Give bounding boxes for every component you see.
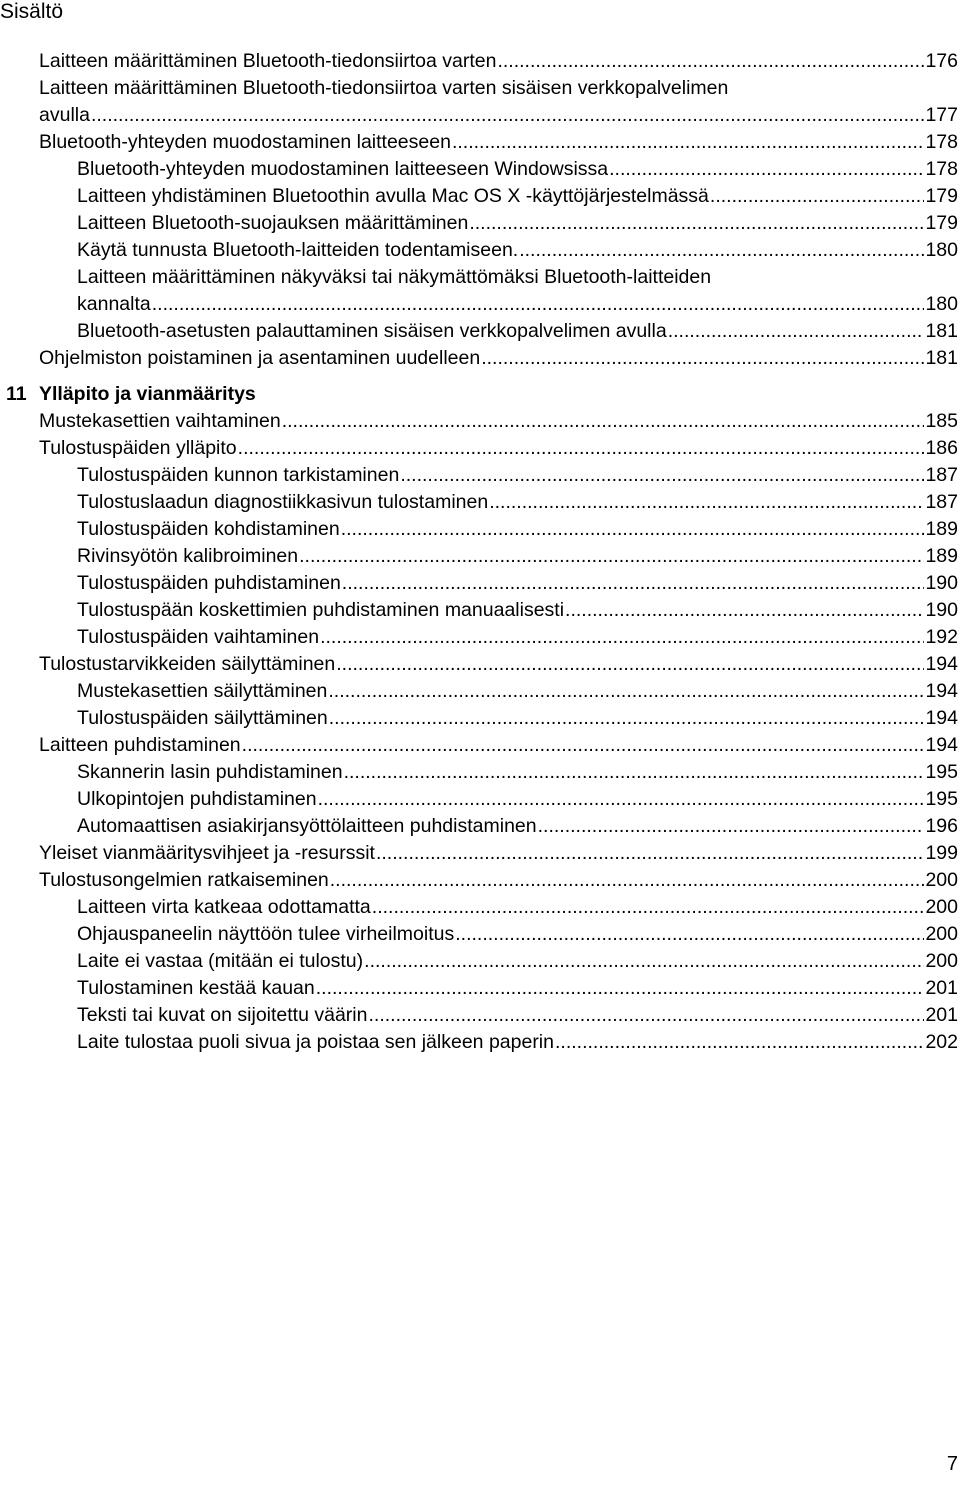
toc-entry-label: Teksti tai kuvat on sijoitettu väärin bbox=[77, 1004, 368, 1026]
toc-entry[interactable] bbox=[0, 624, 960, 651]
toc-entry[interactable] bbox=[0, 237, 960, 264]
toc-dot-leader bbox=[519, 237, 924, 264]
toc-entry[interactable] bbox=[0, 345, 960, 372]
toc-entry-label: Tulostuspäiden ylläpito bbox=[39, 437, 237, 459]
toc-entry-label: Tulostuspäiden kohdistaminen bbox=[77, 518, 340, 540]
toc-entry-label: Tulostustarvikkeiden säilyttäminen bbox=[39, 653, 336, 675]
toc-dot-leader bbox=[242, 732, 925, 759]
toc-entry-last-line bbox=[39, 102, 958, 129]
toc-entry-label: Automaattisen asiakirjansyöttölaitteen puhdistaminen bbox=[77, 815, 537, 837]
toc-dot-leader bbox=[318, 786, 925, 813]
toc-entry-page-number: 189 bbox=[925, 545, 958, 567]
toc-entry-label: Yleiset vianmääritysvihjeet ja -resurssit bbox=[39, 842, 375, 864]
toc-entry-label: Bluetooth-yhteyden muodostaminen laitteeseen bbox=[39, 131, 451, 153]
toc-dot-leader bbox=[328, 678, 924, 705]
page-number: 7 bbox=[946, 1453, 958, 1475]
chapter-number: 11 bbox=[6, 383, 27, 405]
toc-entry[interactable] bbox=[0, 75, 960, 129]
toc-entry-label: Tulostuspäiden vaihtaminen bbox=[77, 626, 320, 648]
toc-entry-page-number: 200 bbox=[925, 950, 958, 972]
toc-entry[interactable] bbox=[0, 570, 960, 597]
toc-entry-label: Laite tulostaa puoli sivua ja poistaa sen jälkeen paperin bbox=[77, 1031, 554, 1053]
toc-dot-leader bbox=[668, 318, 925, 345]
toc-dot-leader bbox=[320, 624, 924, 651]
toc-dot-leader bbox=[330, 867, 925, 894]
toc-dot-leader bbox=[376, 840, 925, 867]
toc-entry[interactable] bbox=[0, 156, 960, 183]
toc-entry-label: Laitteen puhdistaminen bbox=[39, 734, 241, 756]
toc-dot-leader bbox=[368, 1002, 924, 1029]
toc-entry-label: Ohjelmiston poistaminen ja asentaminen uudelleen bbox=[39, 347, 481, 369]
toc-entry-page-number: 201 bbox=[925, 977, 958, 999]
toc-entry[interactable] bbox=[0, 651, 960, 678]
toc-entry-page-number: 179 bbox=[925, 185, 958, 207]
toc-dot-leader bbox=[710, 183, 925, 210]
toc-entry-label: kannalta bbox=[77, 293, 151, 315]
toc-entry[interactable] bbox=[0, 129, 960, 156]
toc-entry-label: avulla bbox=[39, 104, 90, 126]
toc-dot-leader bbox=[282, 408, 925, 435]
toc-dot-leader bbox=[455, 921, 924, 948]
toc-dot-leader bbox=[152, 291, 925, 318]
toc-entry-label: Tulostaminen kestää kauan bbox=[77, 977, 315, 999]
chapter-title: Ylläpito ja vianmääritys bbox=[39, 383, 256, 405]
toc-entry-page-number: 200 bbox=[925, 896, 958, 918]
toc-dot-leader bbox=[372, 894, 925, 921]
toc-entry-page-number: 178 bbox=[925, 131, 958, 153]
toc-dot-leader bbox=[238, 435, 925, 462]
toc-dot-leader bbox=[609, 156, 924, 183]
toc-entry-label-line: Laitteen määrittäminen Bluetooth-tiedonsiirtoa varten sisäisen verkkopalvelimen bbox=[39, 77, 729, 99]
toc-entry-label: Mustekasettien vaihtaminen bbox=[39, 410, 281, 432]
toc-section-continued bbox=[0, 48, 960, 372]
toc-entry[interactable] bbox=[0, 867, 960, 894]
toc-entry[interactable] bbox=[0, 264, 960, 318]
toc-entry-page-number: 194 bbox=[925, 653, 958, 675]
toc-entry-page-number: 192 bbox=[925, 626, 958, 648]
toc-dot-leader bbox=[341, 516, 925, 543]
toc-entry-label: Tulostuspäiden kunnon tarkistaminen bbox=[77, 464, 400, 486]
toc-entry-page-number: 201 bbox=[925, 1004, 958, 1026]
toc-entry-page-number: 177 bbox=[925, 104, 958, 126]
toc-entry[interactable] bbox=[0, 435, 960, 462]
toc-entry-label: Laite ei vastaa (mitään ei tulostu) bbox=[77, 950, 364, 972]
toc-entry-page-number: 185 bbox=[925, 410, 958, 432]
toc-entry[interactable] bbox=[0, 48, 960, 75]
toc-entry[interactable] bbox=[0, 210, 960, 237]
toc-entry[interactable] bbox=[0, 462, 960, 489]
toc-entry-page-number: 196 bbox=[925, 815, 958, 837]
toc-dot-leader bbox=[489, 489, 924, 516]
toc-entry-label: Skannerin lasin puhdistaminen bbox=[77, 761, 343, 783]
toc-entry-page-number: 195 bbox=[925, 761, 958, 783]
table-of-contents bbox=[0, 48, 960, 1056]
toc-entry[interactable] bbox=[0, 543, 960, 570]
toc-entry-page-number: 190 bbox=[925, 599, 958, 621]
toc-entry-label: Rivinsyötön kalibroiminen bbox=[77, 545, 299, 567]
toc-chapter-heading[interactable] bbox=[0, 381, 960, 408]
toc-entry-label: Laitteen yhdistäminen Bluetoothin avulla Mac OS X -käyttöjärjestelmässä bbox=[77, 185, 709, 207]
toc-entry[interactable] bbox=[0, 894, 960, 921]
toc-entry-label: Tulostuspään koskettimien puhdistaminen manuaalisesti bbox=[77, 599, 565, 621]
toc-entry[interactable] bbox=[0, 678, 960, 705]
toc-entry-label: Tulostuslaadun diagnostiikkasivun tulostaminen bbox=[77, 491, 489, 513]
toc-entry-page-number: 187 bbox=[925, 464, 958, 486]
toc-entry-page-number: 181 bbox=[925, 320, 958, 342]
toc-dot-leader bbox=[299, 543, 924, 570]
toc-entry-page-number: 199 bbox=[925, 842, 958, 864]
toc-entry-page-number: 202 bbox=[925, 1031, 958, 1053]
toc-entry-last-line bbox=[77, 291, 958, 318]
toc-entry-label-line: Laitteen määrittäminen näkyväksi tai näkymättömäksi Bluetooth-laitteiden bbox=[77, 266, 712, 288]
toc-dot-leader bbox=[91, 102, 925, 129]
toc-entry-page-number: 178 bbox=[925, 158, 958, 180]
toc-dot-leader bbox=[481, 345, 924, 372]
toc-entry-label: Laitteen virta katkeaa odottamatta bbox=[77, 896, 371, 918]
toc-entry-label: Mustekasettien säilyttäminen bbox=[77, 680, 328, 702]
toc-entry-page-number: 180 bbox=[925, 239, 958, 261]
toc-dot-leader bbox=[469, 210, 924, 237]
toc-entry-page-number: 200 bbox=[925, 923, 958, 945]
toc-dot-leader bbox=[452, 129, 925, 156]
toc-entry-label: Tulostuspäiden puhdistaminen bbox=[77, 572, 341, 594]
toc-entry[interactable] bbox=[0, 1029, 960, 1056]
toc-dot-leader bbox=[565, 597, 924, 624]
toc-entry-page-number: 181 bbox=[925, 347, 958, 369]
toc-dot-leader bbox=[316, 975, 925, 1002]
toc-dot-leader bbox=[342, 570, 925, 597]
toc-entry[interactable] bbox=[0, 732, 960, 759]
toc-entry-page-number: 194 bbox=[925, 707, 958, 729]
toc-entry[interactable] bbox=[0, 759, 960, 786]
toc-dot-leader bbox=[336, 651, 924, 678]
toc-dot-leader bbox=[364, 948, 924, 975]
toc-entry-page-number: 200 bbox=[925, 869, 958, 891]
toc-entry-page-number: 194 bbox=[925, 734, 958, 756]
toc-entry[interactable] bbox=[0, 813, 960, 840]
toc-dot-leader bbox=[329, 705, 925, 732]
toc-entry-label: Laitteen Bluetooth-suojauksen määrittäminen bbox=[77, 212, 469, 234]
toc-entry-label: Bluetooth-asetusten palauttaminen sisäisen verkkopalvelimen avulla bbox=[77, 320, 667, 342]
toc-entry[interactable] bbox=[0, 408, 960, 435]
toc-entry[interactable] bbox=[0, 840, 960, 867]
toc-entry[interactable] bbox=[0, 948, 960, 975]
toc-entry[interactable] bbox=[0, 921, 960, 948]
toc-entry-label: Ohjauspaneelin näyttöön tulee virheilmoitus bbox=[77, 923, 455, 945]
toc-entry-page-number: 194 bbox=[925, 680, 958, 702]
toc-entry[interactable] bbox=[0, 516, 960, 543]
toc-entry-label: Käytä tunnusta Bluetooth-laitteiden todentamiseen. bbox=[77, 239, 519, 261]
toc-dot-leader bbox=[538, 813, 925, 840]
toc-entry[interactable] bbox=[0, 597, 960, 624]
toc-entry-page-number: 186 bbox=[925, 437, 958, 459]
toc-entry-label: Bluetooth-yhteyden muodostaminen laitteeseen Windowsissa bbox=[77, 158, 609, 180]
toc-entry-label: Tulostuspäiden säilyttäminen bbox=[77, 707, 328, 729]
toc-entry-page-number: 195 bbox=[925, 788, 958, 810]
toc-entry-page-number: 176 bbox=[925, 50, 958, 72]
toc-entry[interactable] bbox=[0, 975, 960, 1002]
toc-dot-leader bbox=[344, 759, 925, 786]
toc-entry-page-number: 180 bbox=[925, 293, 958, 315]
toc-entry-page-number: 189 bbox=[925, 518, 958, 540]
toc-entry[interactable] bbox=[0, 318, 960, 345]
toc-entry[interactable] bbox=[0, 705, 960, 732]
toc-entry-label: Tulostusongelmien ratkaiseminen bbox=[39, 869, 329, 891]
toc-dot-leader bbox=[400, 462, 924, 489]
toc-dot-leader bbox=[555, 1029, 924, 1056]
toc-entry-page-number: 179 bbox=[925, 212, 958, 234]
toc-entry-page-number: 187 bbox=[925, 491, 958, 513]
toc-section-chapter-11 bbox=[0, 408, 960, 1056]
toc-entry-label: Laitteen määrittäminen Bluetooth-tiedonsiirtoa varten bbox=[39, 50, 497, 72]
toc-entry[interactable] bbox=[0, 489, 960, 516]
page-header-title: Sisältö bbox=[0, 0, 64, 23]
toc-entry-page-number: 190 bbox=[925, 572, 958, 594]
toc-entry[interactable] bbox=[0, 1002, 960, 1029]
toc-entry-label: Ulkopintojen puhdistaminen bbox=[77, 788, 317, 810]
toc-dot-leader bbox=[497, 48, 924, 75]
toc-entry[interactable] bbox=[0, 183, 960, 210]
toc-entry[interactable] bbox=[0, 786, 960, 813]
